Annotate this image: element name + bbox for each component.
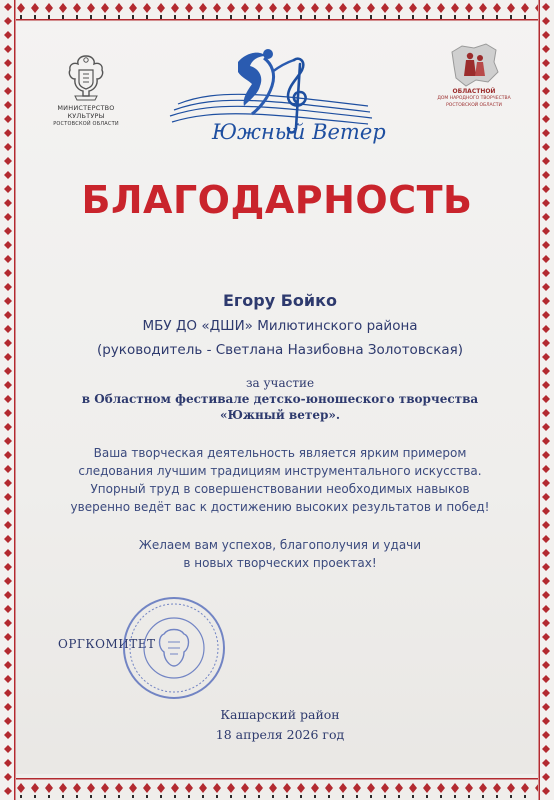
award-reason: за участие — [245, 376, 315, 390]
festival-name-line-1: в Областном фестивале детско-юношеского творчества — [81, 392, 479, 406]
folk-house-line-3: РОСТОВСКОЙ ОБЛАСТИ — [446, 103, 502, 108]
ministry-culture-logo — [50, 52, 122, 142]
wish-line: в новых творческих проектах! — [183, 556, 377, 570]
folk-house-line-2: ДОМ НАРОДНОГО ТВОРЧЕСТВА — [437, 96, 511, 101]
issue-date: 18 апреля 2026 год — [215, 727, 345, 742]
certificate-title: БЛАГОДАРНОСТЬ — [81, 178, 473, 222]
wish-paragraph — [40, 536, 520, 572]
ornament-border-right — [538, 0, 554, 800]
ministry-line-1: МИНИСТЕРСТВО — [57, 104, 115, 112]
round-seal-stamp-icon — [120, 594, 228, 702]
org-committee-label: ОРГКОМИТЕТ — [58, 637, 156, 651]
ministry-line-3: РОСТОВСКОЙ ОБЛАСТИ — [53, 121, 119, 127]
eagle-emblem-icon — [65, 52, 107, 104]
recipient-organization: МБУ ДО «ДШИ» Милютинского района — [142, 318, 418, 334]
folk-art-house-logo — [432, 42, 516, 142]
ornament-border-top — [0, 0, 554, 22]
recipient-leader: (руководитель - Светлана Назибовна Золотовская) — [96, 342, 464, 358]
message-paragraph — [40, 444, 520, 516]
message-line: уверенно ведёт вас к достижению высоких результатов и побед! — [70, 500, 490, 514]
wish-line: Желаем вам успехов, благополучия и удачи — [138, 538, 422, 552]
festival-logo — [168, 42, 386, 152]
ornament-border-bottom — [0, 774, 554, 800]
ornament-border-left — [0, 0, 16, 800]
ministry-line-2: КУЛЬТУРЫ — [67, 112, 105, 120]
issue-place: Кашарский район — [220, 707, 340, 722]
region-figures-icon — [448, 42, 500, 88]
folk-house-line-1: ОБЛАСТНОЙ — [452, 88, 496, 95]
festival-brand-name: Южный Ветер — [212, 120, 386, 144]
festival-name-line-2: «Южный ветер». — [219, 408, 341, 422]
message-line: Упорный труд в совершенствовании необходимых навыков — [90, 482, 470, 496]
recipient-name: Егору Бойко — [223, 291, 337, 310]
message-line: Ваша творческая деятельность является ярким примером — [93, 446, 467, 460]
message-line: следования лучшим традициям инструментального искусства. — [78, 464, 482, 478]
